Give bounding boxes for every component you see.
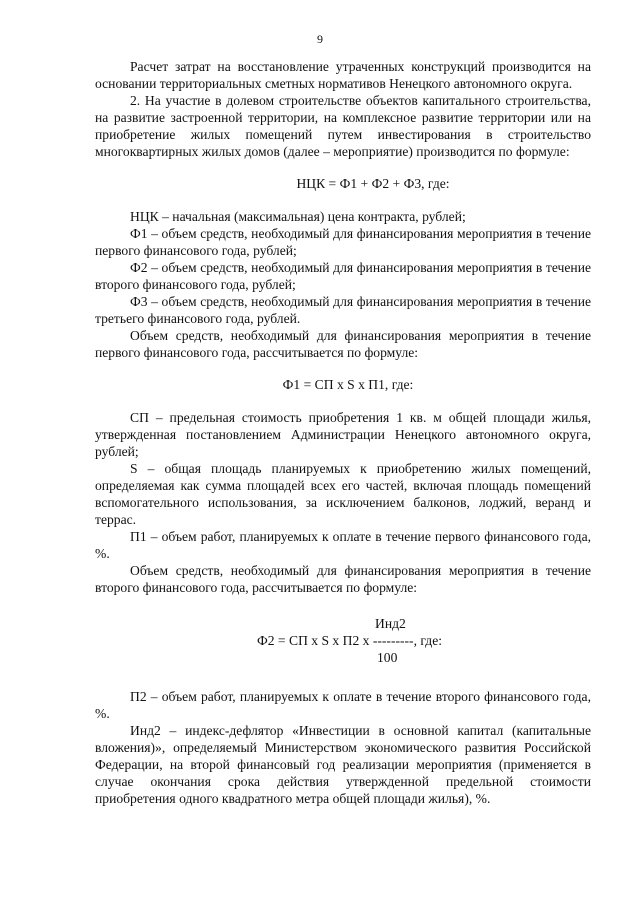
formula-f2 xyxy=(95,615,591,671)
definition-paragraph: Ф3 – объем средств, необходимый для финансирования мероприятия в течение третьего финансового года, рублей. xyxy=(95,294,591,326)
document-body xyxy=(95,58,591,807)
paragraph: 2. На участие в долевом строительстве объектов капитального строительства, на развитие застроенной территории, на комплексное развитие территории или на приобретение жилых помещений путем инвестирования в строительство многоквартирных жилых домов (далее – мероприятие) производится по формуле: xyxy=(95,93,591,159)
definition-paragraph: Ф1 – объем средств, необходимый для финансирования мероприятия в течение первого финансового года, рублей; xyxy=(95,226,591,258)
definition-paragraph: П2 – объем работ, планируемых к оплате в течение второго финансового года, %. xyxy=(95,689,591,721)
formula-f2-numerator: Инд2 xyxy=(375,616,406,631)
definition-paragraph: СП – предельная стоимость приобретения 1 кв. м общей площади жилья, утвержденная постановлением Администрации Ненецкого автономного округа, рублей; xyxy=(95,410,591,459)
formula-f1: Ф1 = СП х S х П1, где: xyxy=(282,377,414,392)
definition-paragraph: П1 – объем работ, планируемых к оплате в течение первого финансового года, %. xyxy=(95,529,591,561)
paragraph: Расчет затрат на восстановление утраченных конструкций производится на основании территориальных сметных нормативов Ненецкого автономного округа. xyxy=(95,59,591,91)
definition-paragraph: НЦК – начальная (максимальная) цена контракта, рублей; xyxy=(130,209,466,224)
paragraph: Объем средств, необходимый для финансирования мероприятия в течение первого финансового года, рассчитывается по формуле: xyxy=(95,328,591,360)
formula-f2-main: Ф2 = СП х S х П2 х ---------, где: xyxy=(257,633,443,648)
definition-paragraph: Инд2 – индекс-дефлятор «Инвестиции в основной капитал (капитальные вложения)», определяемый Министерством экономического развития Российской Федерации, на второй финансовый год реализации мероприятия (применяется в случае окончания срока действия утвержденной предельной стоимости приобретения одного квадратного метра общей площади жилья), %. xyxy=(95,723,591,806)
formula-f2-denominator: 100 xyxy=(377,650,398,665)
page-number: 9 xyxy=(317,32,323,46)
definition-paragraph: S – общая площадь планируемых к приобретению жилых помещений, определяемая как сумма площадей всех его частей, включая площадь помещений вспомогательного использования, за исключением балконов, лоджий, веранд и террас. xyxy=(95,461,591,527)
definition-paragraph: Ф2 – объем средств, необходимый для финансирования мероприятия в течение второго финансового года, рублей; xyxy=(95,260,591,292)
paragraph: Объем средств, необходимый для финансирования мероприятия в течение второго финансового года, рассчитывается по формуле: xyxy=(95,563,591,595)
formula-ntsk: НЦК = Ф1 + Ф2 + Ф3, где: xyxy=(296,176,450,191)
